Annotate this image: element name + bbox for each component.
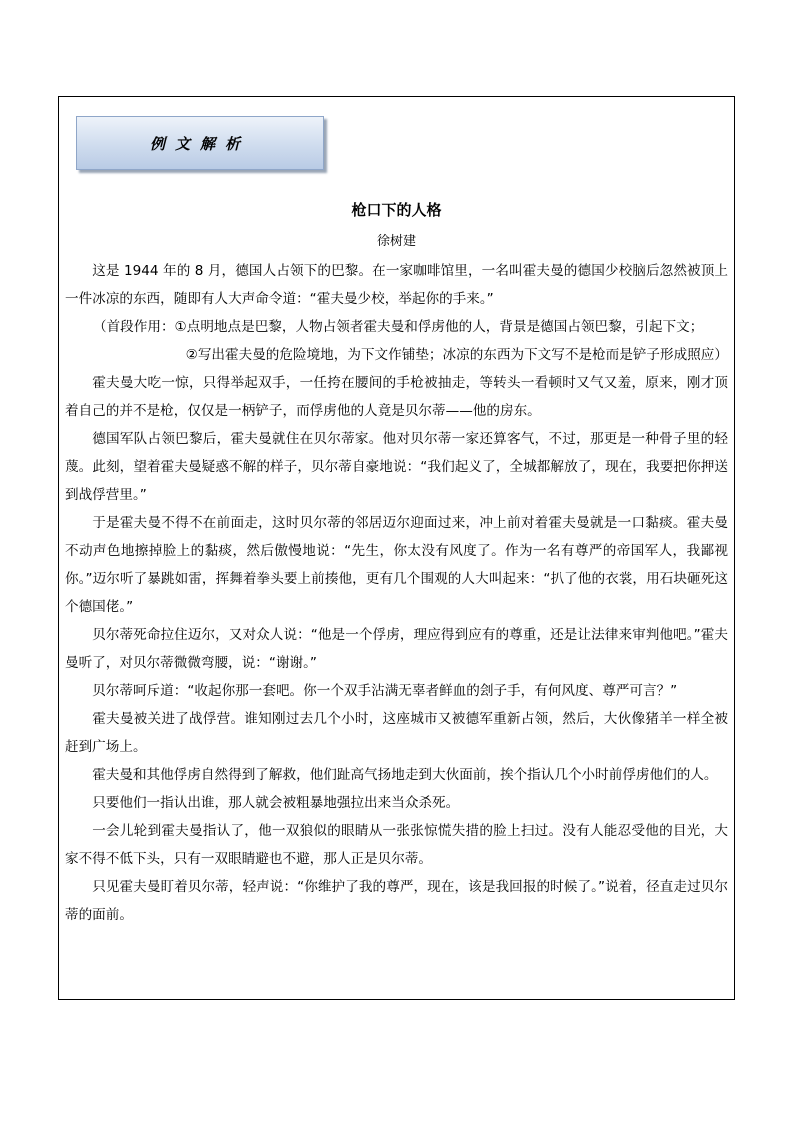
paragraph: 霍夫曼和其他俘虏自然得到了解救，他们趾高气扬地走到大伙面前，挨个指认几个小时前俘虏他们的人。 — [92, 767, 718, 783]
paragraph: 只要他们一指认出谁，那人就会被粗暴地强拉出来当众杀死。 — [92, 795, 460, 811]
article-author: 徐树建 — [376, 234, 416, 249]
banner-label: 例文解析 — [149, 135, 250, 153]
article-title: 枪口下的人格 — [351, 201, 442, 219]
paragraph: 贝尔蒂死命拉住迈尔，又对众人说：“他是一个俘虏，理应得到应有的尊重，还是让法律来审判他吧。”霍夫曼听了，对贝尔蒂微微弯腰，说：“谢谢。” — [65, 627, 728, 671]
paragraph: 这是 1944 年的 8 月，德国人占领下的巴黎。在一家咖啡馆里，一名叫霍夫曼的德国少校脑后忽然被顶上一件冰凉的东西，随即有人大声命令道：“霍夫曼少校，举起你的手来。” — [65, 263, 728, 307]
paragraph: 霍夫曼被关进了战俘营。谁知刚过去几个小时，这座城市又被德军重新占领，然后，大伙像猪羊一样全被赶到广场上。 — [65, 711, 728, 755]
paragraph: 霍夫曼大吃一惊，只得举起双手，一任挎在腰间的手枪被抽走，等转头一看顿时又气又羞，原来，刚才顶着自己的并不是枪，仅仅是一柄铲子，而俘虏他的人竟是贝尔蒂——他的房东。 — [65, 375, 728, 419]
paragraph: 只见霍夫曼盯着贝尔蒂，轻声说：“你维护了我的尊严，现在，该是我回报的时候了。”说着，径直走过贝尔蒂的面前。 — [65, 879, 728, 923]
annotation-line-1: （首段作用：①点明地点是巴黎，人物占领者霍夫曼和俘虏他的人，背景是德国占领巴黎，引起下文； — [93, 319, 704, 335]
section-banner — [76, 116, 324, 170]
paragraph: 于是霍夫曼不得不在前面走，这时贝尔蒂的邻居迈尔迎面过来，冲上前对着霍夫曼就是一口黏痰。霍夫曼不动声色地擦掉脸上的黏痰，然后傲慢地说：“先生，你太没有风度了。作为一名有尊严的帝国军人，我鄙视你。”迈尔听了暴跳如雷，挥舞着拳头要上前揍他，更有几个围观的人大叫起来：“扒了他的衣裳，用石块砸死这个德国佬。” — [65, 515, 728, 615]
paragraph: 一会儿轮到霍夫曼指认了，他一双狼似的眼睛从一张张惊慌失措的脸上扫过。没有人能忍受他的目光，大家不得不低下头，只有一双眼睛避也不避，那人正是贝尔蒂。 — [65, 823, 728, 867]
content-frame — [58, 96, 735, 1000]
paragraph: 德国军队占领巴黎后，霍夫曼就住在贝尔蒂家。他对贝尔蒂一家还算客气，不过，那更是一种骨子里的轻蔑。此刻，望着霍夫曼疑惑不解的样子，贝尔蒂自豪地说：“我们起义了，全城都解放了，现在，我要把你押送到战俘营里。” — [65, 431, 728, 503]
article-body — [65, 257, 728, 929]
paragraph: 贝尔蒂呵斥道：“收起你那一套吧。你一个双手沾满无辜者鲜血的刽子手，有何风度、尊严可言？” — [92, 683, 678, 699]
annotation-line-2: ②写出霍夫曼的危险境地，为下文作铺垫；冰凉的东西为下文写不是枪而是铲子形成照应） — [185, 347, 728, 363]
